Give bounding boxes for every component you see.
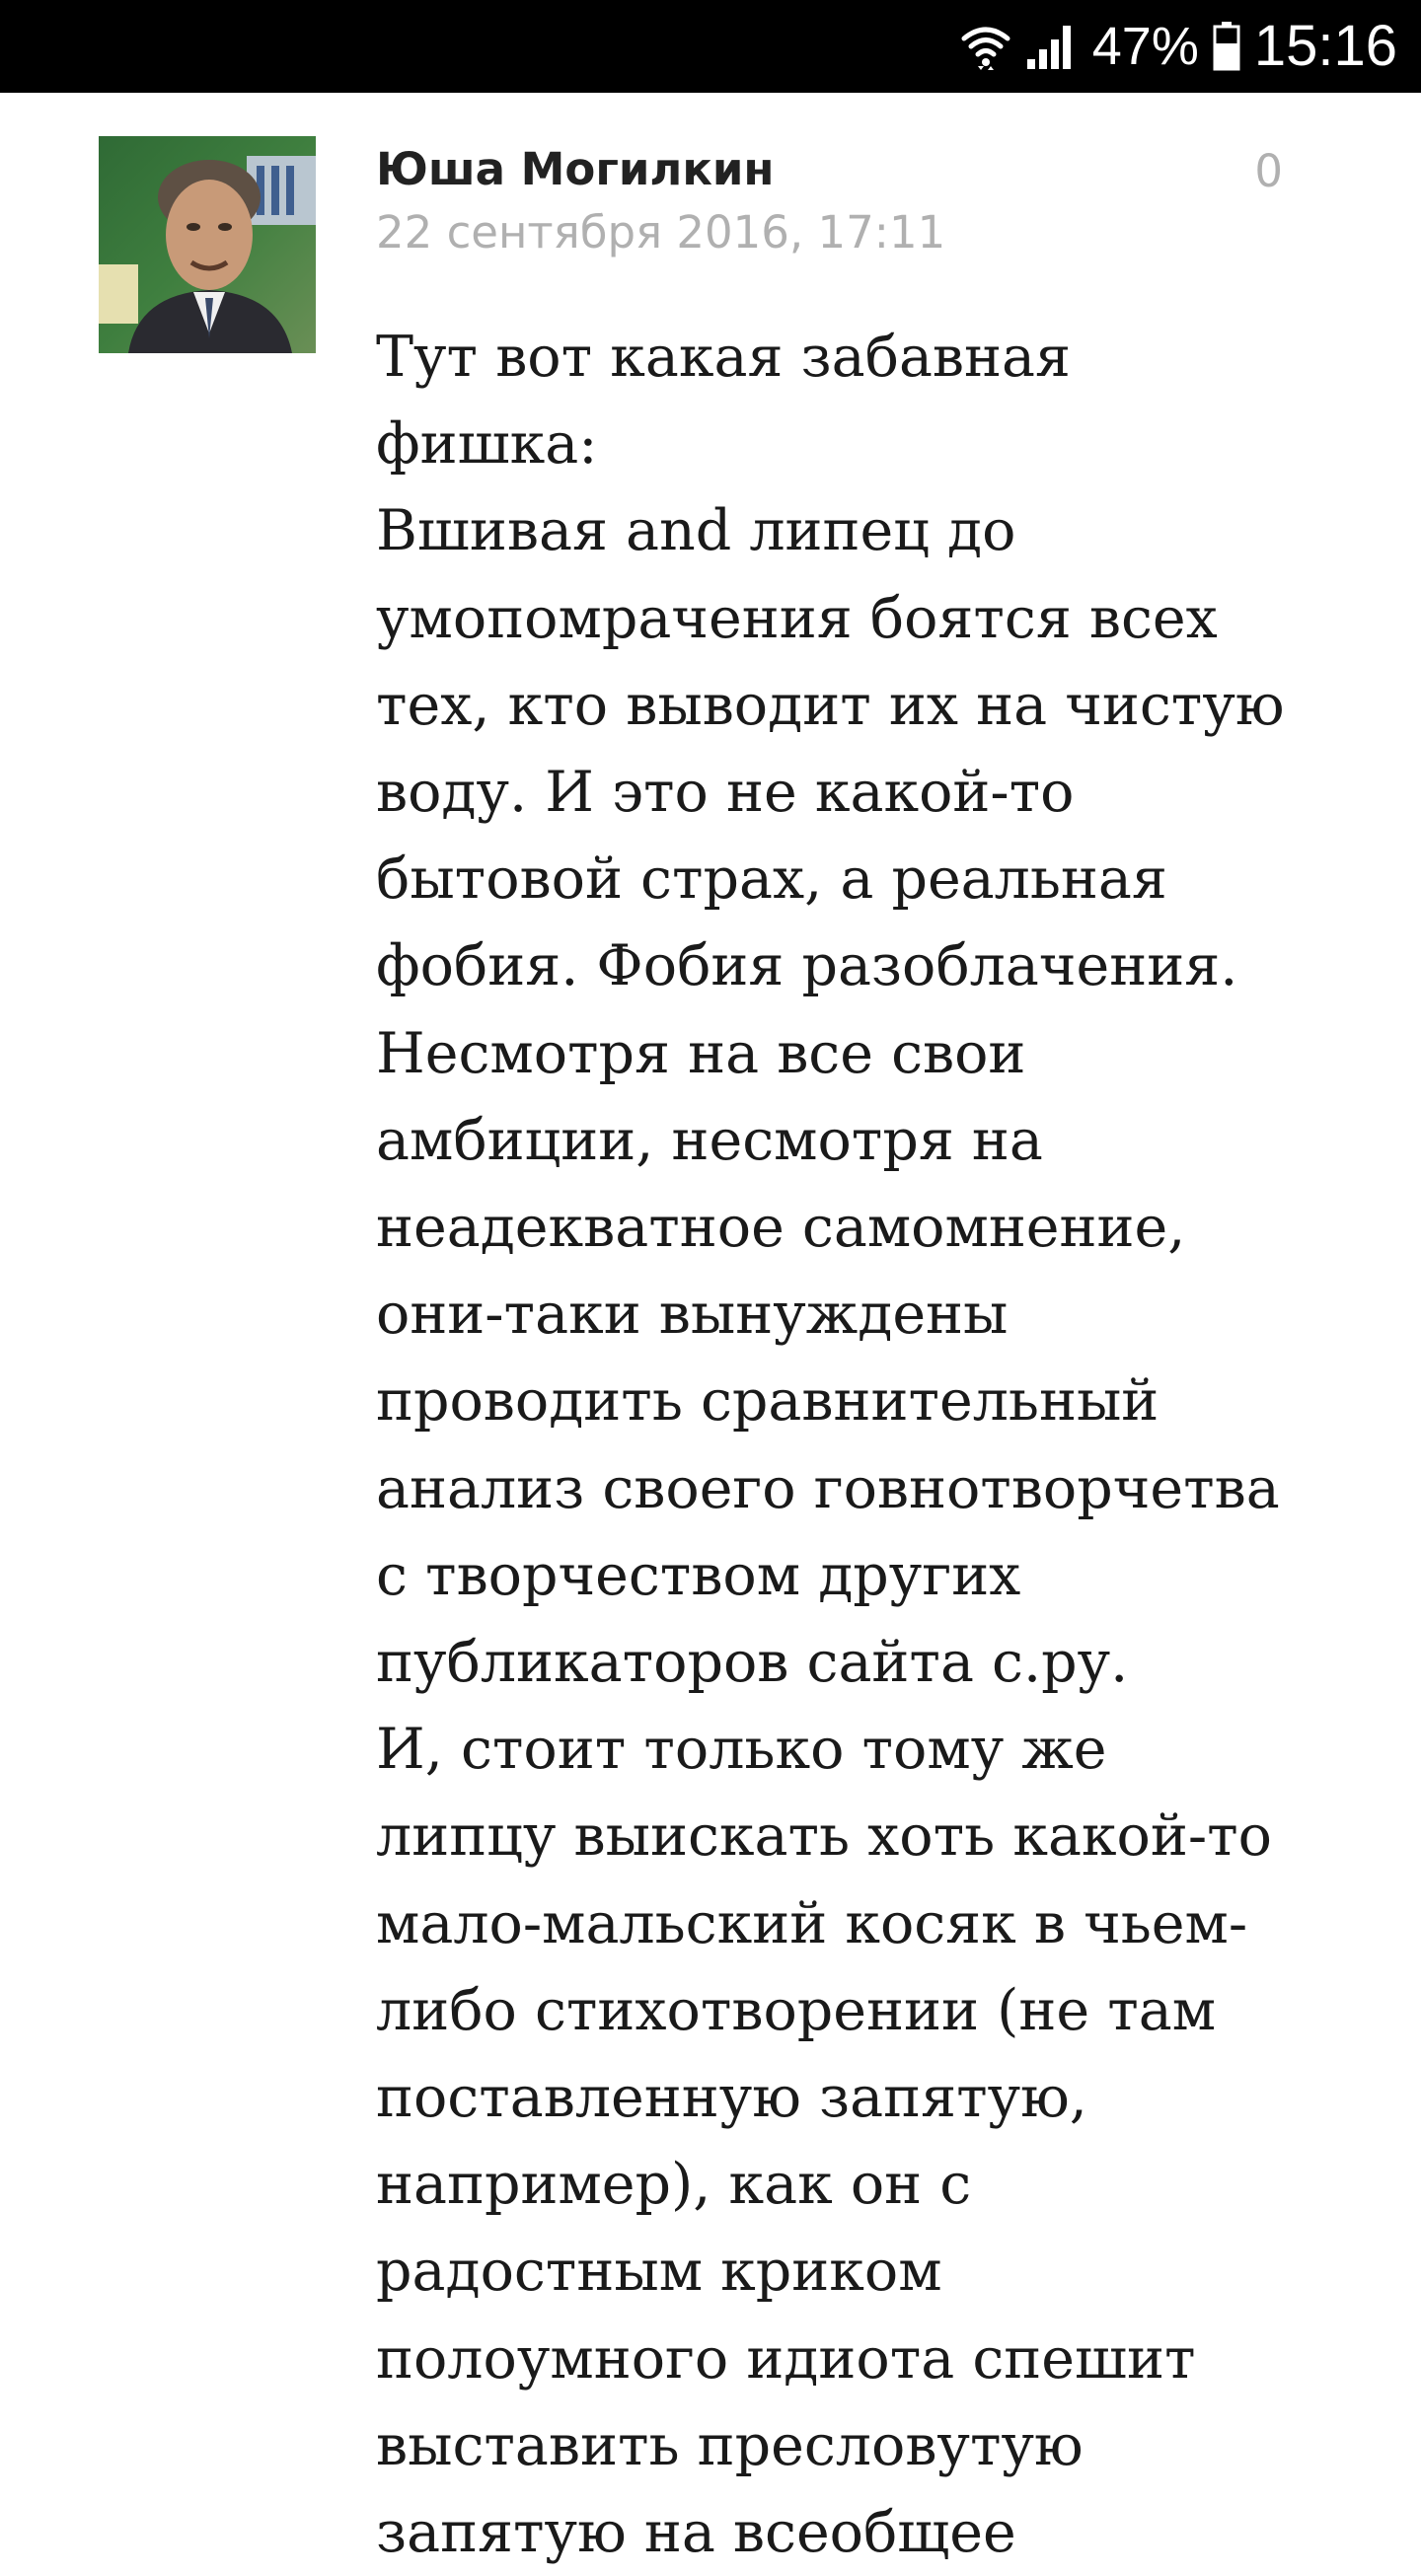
- status-time: 15:16: [1253, 14, 1397, 78]
- comment-text-line: мало-мальский косяк в чьем-: [376, 1890, 1248, 1956]
- comment-text-line: липцу выискать хоть какой-то: [376, 1803, 1272, 1870]
- comment-text-line: поставленную запятую,: [376, 2065, 1087, 2131]
- comment-header: [376, 138, 1284, 264]
- comment-text-line: проводить сравнительный: [376, 1368, 1159, 1435]
- comment-text: [376, 314, 1304, 2576]
- comment-card: [0, 93, 1421, 2566]
- avatar[interactable]: [99, 136, 316, 353]
- comment-text-line: неадекватное самомнение,: [376, 1195, 1186, 1261]
- comment-text-line: публикаторов сайта с.ру.: [376, 1630, 1129, 1696]
- battery-percent: 47%: [1091, 17, 1199, 76]
- comment-text-line: анализ своего говнотворчетва: [376, 1455, 1280, 1521]
- comment-text-line: воду. И это не какой-то: [376, 760, 1075, 826]
- author-name[interactable]: Юша Могилкин: [376, 143, 775, 195]
- status-bar: [0, 0, 1421, 93]
- comment-text-line: Несмотря на все свои: [376, 1020, 1026, 1086]
- status-bar-right: [960, 0, 1397, 93]
- comment-text-line: Вшивая and липец до: [376, 498, 1016, 564]
- comment-text-line: бытовой страх, а реальная: [376, 846, 1167, 913]
- comment-text-line: фобия. Фобия разоблачения.: [376, 933, 1238, 999]
- comment-text-line: полоумного идиота спешит: [376, 2325, 1196, 2392]
- comment-text-line: И, стоит только тому же: [376, 1717, 1107, 1783]
- comment-text-line: тех, кто выводит их на чистую: [376, 672, 1285, 738]
- comment-rating: 0: [1254, 145, 1283, 197]
- comment-text-line: выставить пресловутую: [376, 2412, 1084, 2478]
- wifi-icon: [960, 21, 1011, 72]
- comment-text-line: либо стихотворении (не там: [376, 1977, 1217, 2043]
- comment-text-line: с творчеством других: [376, 1542, 1021, 1608]
- comment-text-line: например), как он с: [376, 2152, 972, 2218]
- signal-icon: [1025, 22, 1079, 71]
- comment-text-line: Тут вот какая забавная: [376, 325, 1071, 390]
- comment-text-line: амбиции, несмотря на: [376, 1107, 1043, 1173]
- comment-text-line: умопомрачения боятся всех: [376, 585, 1218, 651]
- comment-date: 22 сентября 2016, 17:11: [376, 206, 946, 258]
- comment-text-line: они-таки вынуждены: [376, 1282, 1009, 1348]
- battery-icon: [1213, 22, 1240, 71]
- comment-text-line: радостным криком: [376, 2239, 942, 2305]
- comment-text-line: фишка:: [376, 411, 598, 478]
- comment-text-line: запятую на всеобщее: [376, 2500, 1016, 2566]
